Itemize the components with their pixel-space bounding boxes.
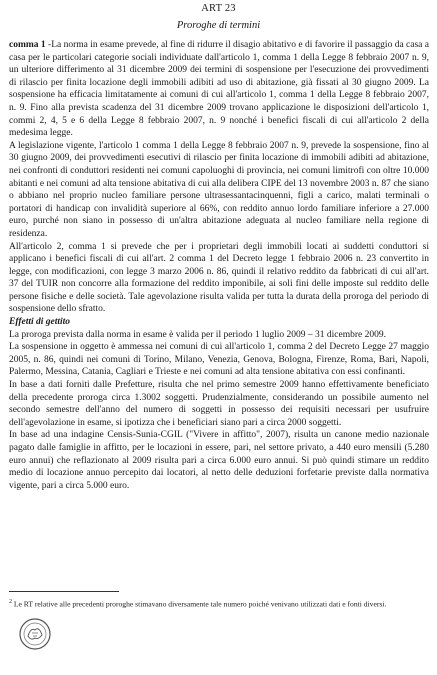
paragraph-indagine-censis: In base ad una indagine Censis-Sunia-CGIL ("Vivere in affitto", 2007), risulta un canone medio nazionale pagato dalle famiglie in affitto, per le locazioni in essere, pari, nel settore privato, a 440 euro mensili (5.280 euro annui) che reflazionato al 2009 risulta pari a circa 6.000 euro annui. Si può quindi stimare un reddito medio di locazione annuo percepito dai locatori, al netto delle deduzioni forfetarie previste dalla normativa vigente, pari a circa 5.000 euro. (9, 430, 429, 491)
comma-label: comma 1 (9, 40, 46, 50)
footnote-text: Le RT relative alle precedenti proroghe stimavano diversamente tale numero poiché venivano utilizzati dati e fonti diversi. (12, 599, 387, 609)
paragraph-text: -La norma in esame prevede, al fine di ridurre il disagio abitativo e di favorire il passaggio da casa a casa per le particolari categorie sociali individuate dall'articolo 1, comma 1 della Legge 8 febbraio 2007 n. 9, un ulteriore differimento al 31 dicembre 2009 dei termini di sospensione per l'esecuzione dei provvedimenti di rilascio per finita locazione degli immobili adibiti ad uso di abitazione, già fissati al 30 giugno 2009. La sospensione ha efficacia limitatamente ai comuni di cui all'articolo 1, comma 1 della Legge 8 febbraio 2007, n. 9. Fino alla prevista scadenza del 31 dicembre 2009 trovano applicazione le disposizioni dell'articolo 1, commi 2, 4, 5 e 6 della Legge 8 febbraio 2007, n. 9 nonché i benefici fiscali di cui all'articolo 2 della medesima legge. (9, 40, 429, 139)
paragraph-legislazione-vigente: A legislazione vigente, l'articolo 1 comma 1 della Legge 8 febbraio 2007 n. 9, prevede la sospensione, fino al 30 giugno 2009, dei provvedimenti esecutivi di rilascio per finita locazione di immobili adibiti ad abitazione, nei confronti di conduttori residenti nei comuni capoluoghi di provincia, nei comuni limitrofi con oltre 10.000 abitanti e nei comuni ad alta tensione abitativa di cui alla delibera CIPE del 13 novembre 2003 n. 87 che siano o abbiano nel proprio nucleo familiare persone ultrasessantacinquenni, figli a carico, malati terminali o portatori di handicap con invalidità superiore al 66%, con reddito annuo lordo familiare inferiore a 27.000 euro, purché non siano in possesso di un'altra abitazione adeguata al nucleo familiare nella regione di residenza. (9, 140, 429, 239)
footnote-divider (9, 591, 119, 592)
paragraph-proroga-periodo: La proroga prevista dalla norma in esame è valida per il periodo 1 luglio 2009 – 31 dicembre 2009. (9, 329, 386, 340)
paragraph-sospensione-comuni: La sospensione in oggetto è ammessa nei comuni di cui all'articolo 1, comma 2 del Decreto Legge 27 maggio 2005, n. 86, quindi nei comuni di Torino, Milano, Venezia, Genova, Bologna, Firenze, Roma, Bari, Napoli, Palermo, Messina, Catania, Cagliari e Trieste e nei comuni ad alta tensione abitativa con essi confinanti. (9, 342, 429, 378)
section-heading-effetti: Effetti di gettito (9, 317, 71, 328)
paragraph-comma-1 (9, 39, 429, 140)
footnote-marker: 2 (9, 599, 12, 605)
article-number: ART 23 (201, 3, 236, 14)
official-stamp-icon (16, 616, 54, 652)
paragraph-articolo-2: All'articolo 2, comma 1 si prevede che per i proprietari degli immobili locati ai suddetti conduttori si applicano i benefici fiscali di cui all'art. 2 comma 1 del Decreto legge 1 febbraio 2006 n. 23 convertito in legge, con modificazioni, con legge 3 marzo 2006 n. 86, quindi il relativo reddito da fabbricati di cui all'art. 37 del TUIR non concorre alla formazione del reddito imponibile, ai soli fini delle imposte sul reddito delle persone fisiche e delle società. Tale agevolazione risulta valida per tutta la durata della proroga del periodo di sospensione dello sfratto. (9, 241, 429, 315)
footnote (9, 597, 389, 610)
paragraph-dati-prefetture: In base a dati forniti dalle Prefetture, risulta che nel primo semestre 2009 hanno effettivamente beneficiato della precedente proroga circa 1.3002 soggetti. Prudenzialmente, considerando un possibile aumento nel secondo semestre dell'anno del numero di soggetti in possesso dei requisiti necessari per usufruire dell'agevolazione in esame, si ipotizza che i beneficiari siano pari a circa 2000 soggetti. (9, 380, 429, 428)
article-title: Proroghe di termini (176, 20, 261, 31)
article-body (9, 39, 429, 492)
